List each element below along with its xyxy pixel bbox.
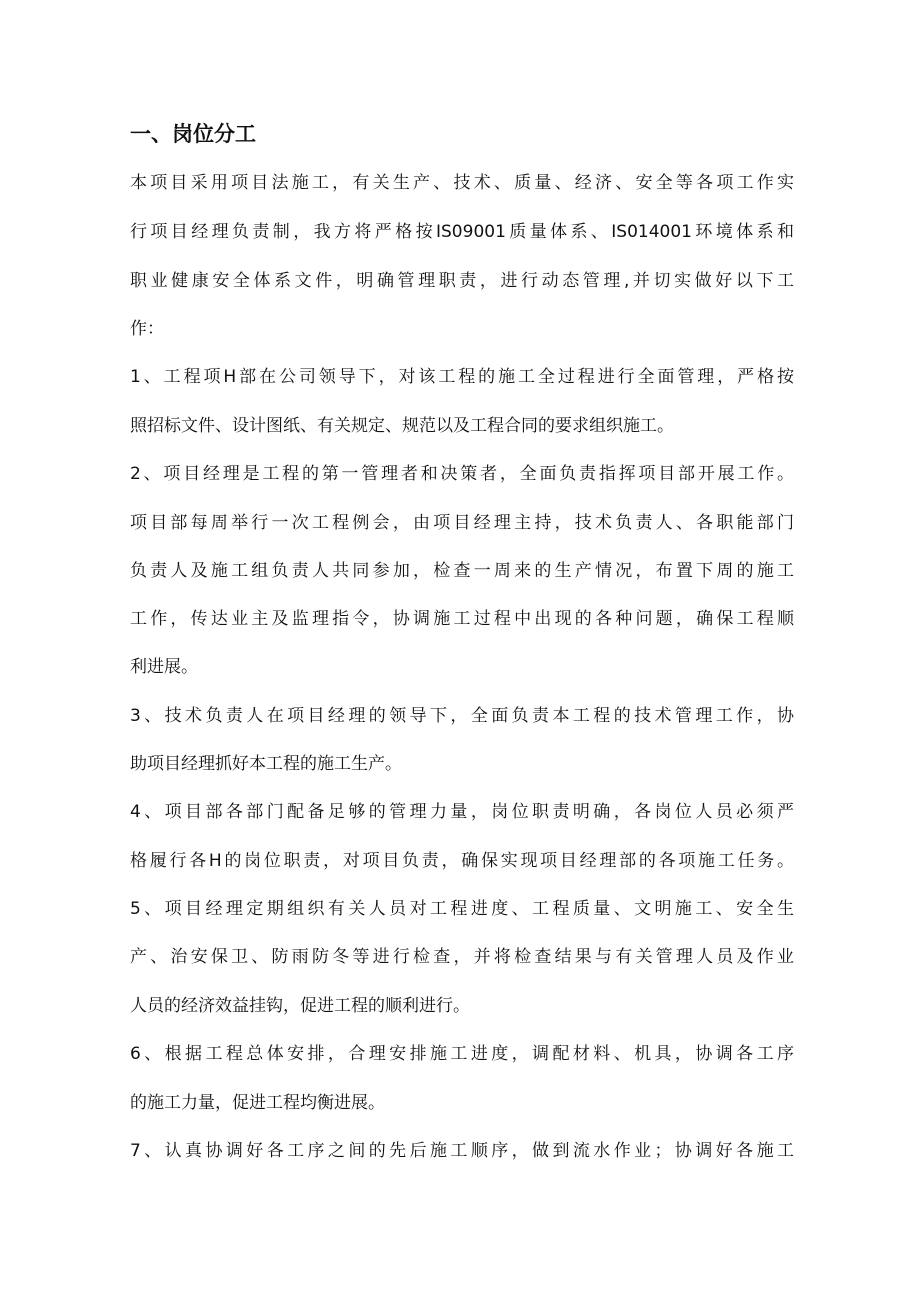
paragraph-line: 助项目经理抓好本工程的施工生产。	[130, 754, 402, 774]
paragraph-line: 照招标文件、设计图纸、有关规定、规范以及工程合同的要求组织施工。	[130, 416, 674, 436]
paragraph-line: 6、根据工程总体安排，合理安排施工进度，调配材料、机具，协调各工序	[130, 1044, 794, 1064]
paragraph-line: 格履行各H的岗位职责，对项目负责，确保实现项目经理部的各项施工任务。	[130, 851, 794, 871]
paragraph-line: 1、工程项H部在公司领导下，对该工程的施工全过程进行全面管理，严格按	[130, 367, 794, 387]
section-heading: 一、岗位分工	[130, 122, 256, 146]
paragraph-line: 利进展。	[130, 657, 198, 677]
paragraph-line: 作：	[130, 319, 164, 339]
paragraph-line: 工作，传达业主及监理指令，协调施工过程中出现的各种问题，确保工程顺	[130, 609, 794, 629]
paragraph-line: 7、认真协调好各工序之间的先后施工顺序，做到流水作业；协调好各施工	[130, 1141, 794, 1161]
paragraph-line: 人员的经济效益挂钩，促进工程的顺利进行。	[130, 996, 470, 1016]
paragraph-line: 职业健康安全体系文件，明确管理职责，进行动态管理,并切实做好以下工	[130, 271, 794, 291]
paragraph-line: 项目部每周举行一次工程例会，由项目经理主持，技术负责人、各职能部门	[130, 513, 794, 533]
paragraph-line: 3、技术负责人在项目经理的领导下，全面负责本工程的技术管理工作，协	[130, 706, 794, 726]
paragraph-line: 负责人及施工组负责人共同参加，检查一周来的生产情况，布置下周的施工	[130, 561, 794, 581]
paragraph-line: 的施工力量，促进工程均衡进展。	[130, 1093, 385, 1113]
paragraph-line: 4、项目部各部门配备足够的管理力量，岗位职责明确，各岗位人员必须严	[130, 802, 794, 822]
paragraph-line: 产、治安保卫、防雨防冬等进行检查，并将检查结果与有关管理人员及作业	[130, 947, 794, 967]
paragraph-line: 本项目采用项目法施工，有关生产、技术、质量、经济、安全等各项工作实	[130, 173, 794, 193]
paragraph-line: 行项目经理负责制，我方将严格按IS09001质量体系、IS014001环境体系和	[130, 222, 794, 242]
paragraph-line: 2、项目经理是工程的第一管理者和决策者，全面负责指挥项目部开展工作。	[130, 464, 794, 484]
paragraph-line: 5、项目经理定期组织有关人员对工程进度、工程质量、文明施工、安全生	[130, 899, 794, 919]
